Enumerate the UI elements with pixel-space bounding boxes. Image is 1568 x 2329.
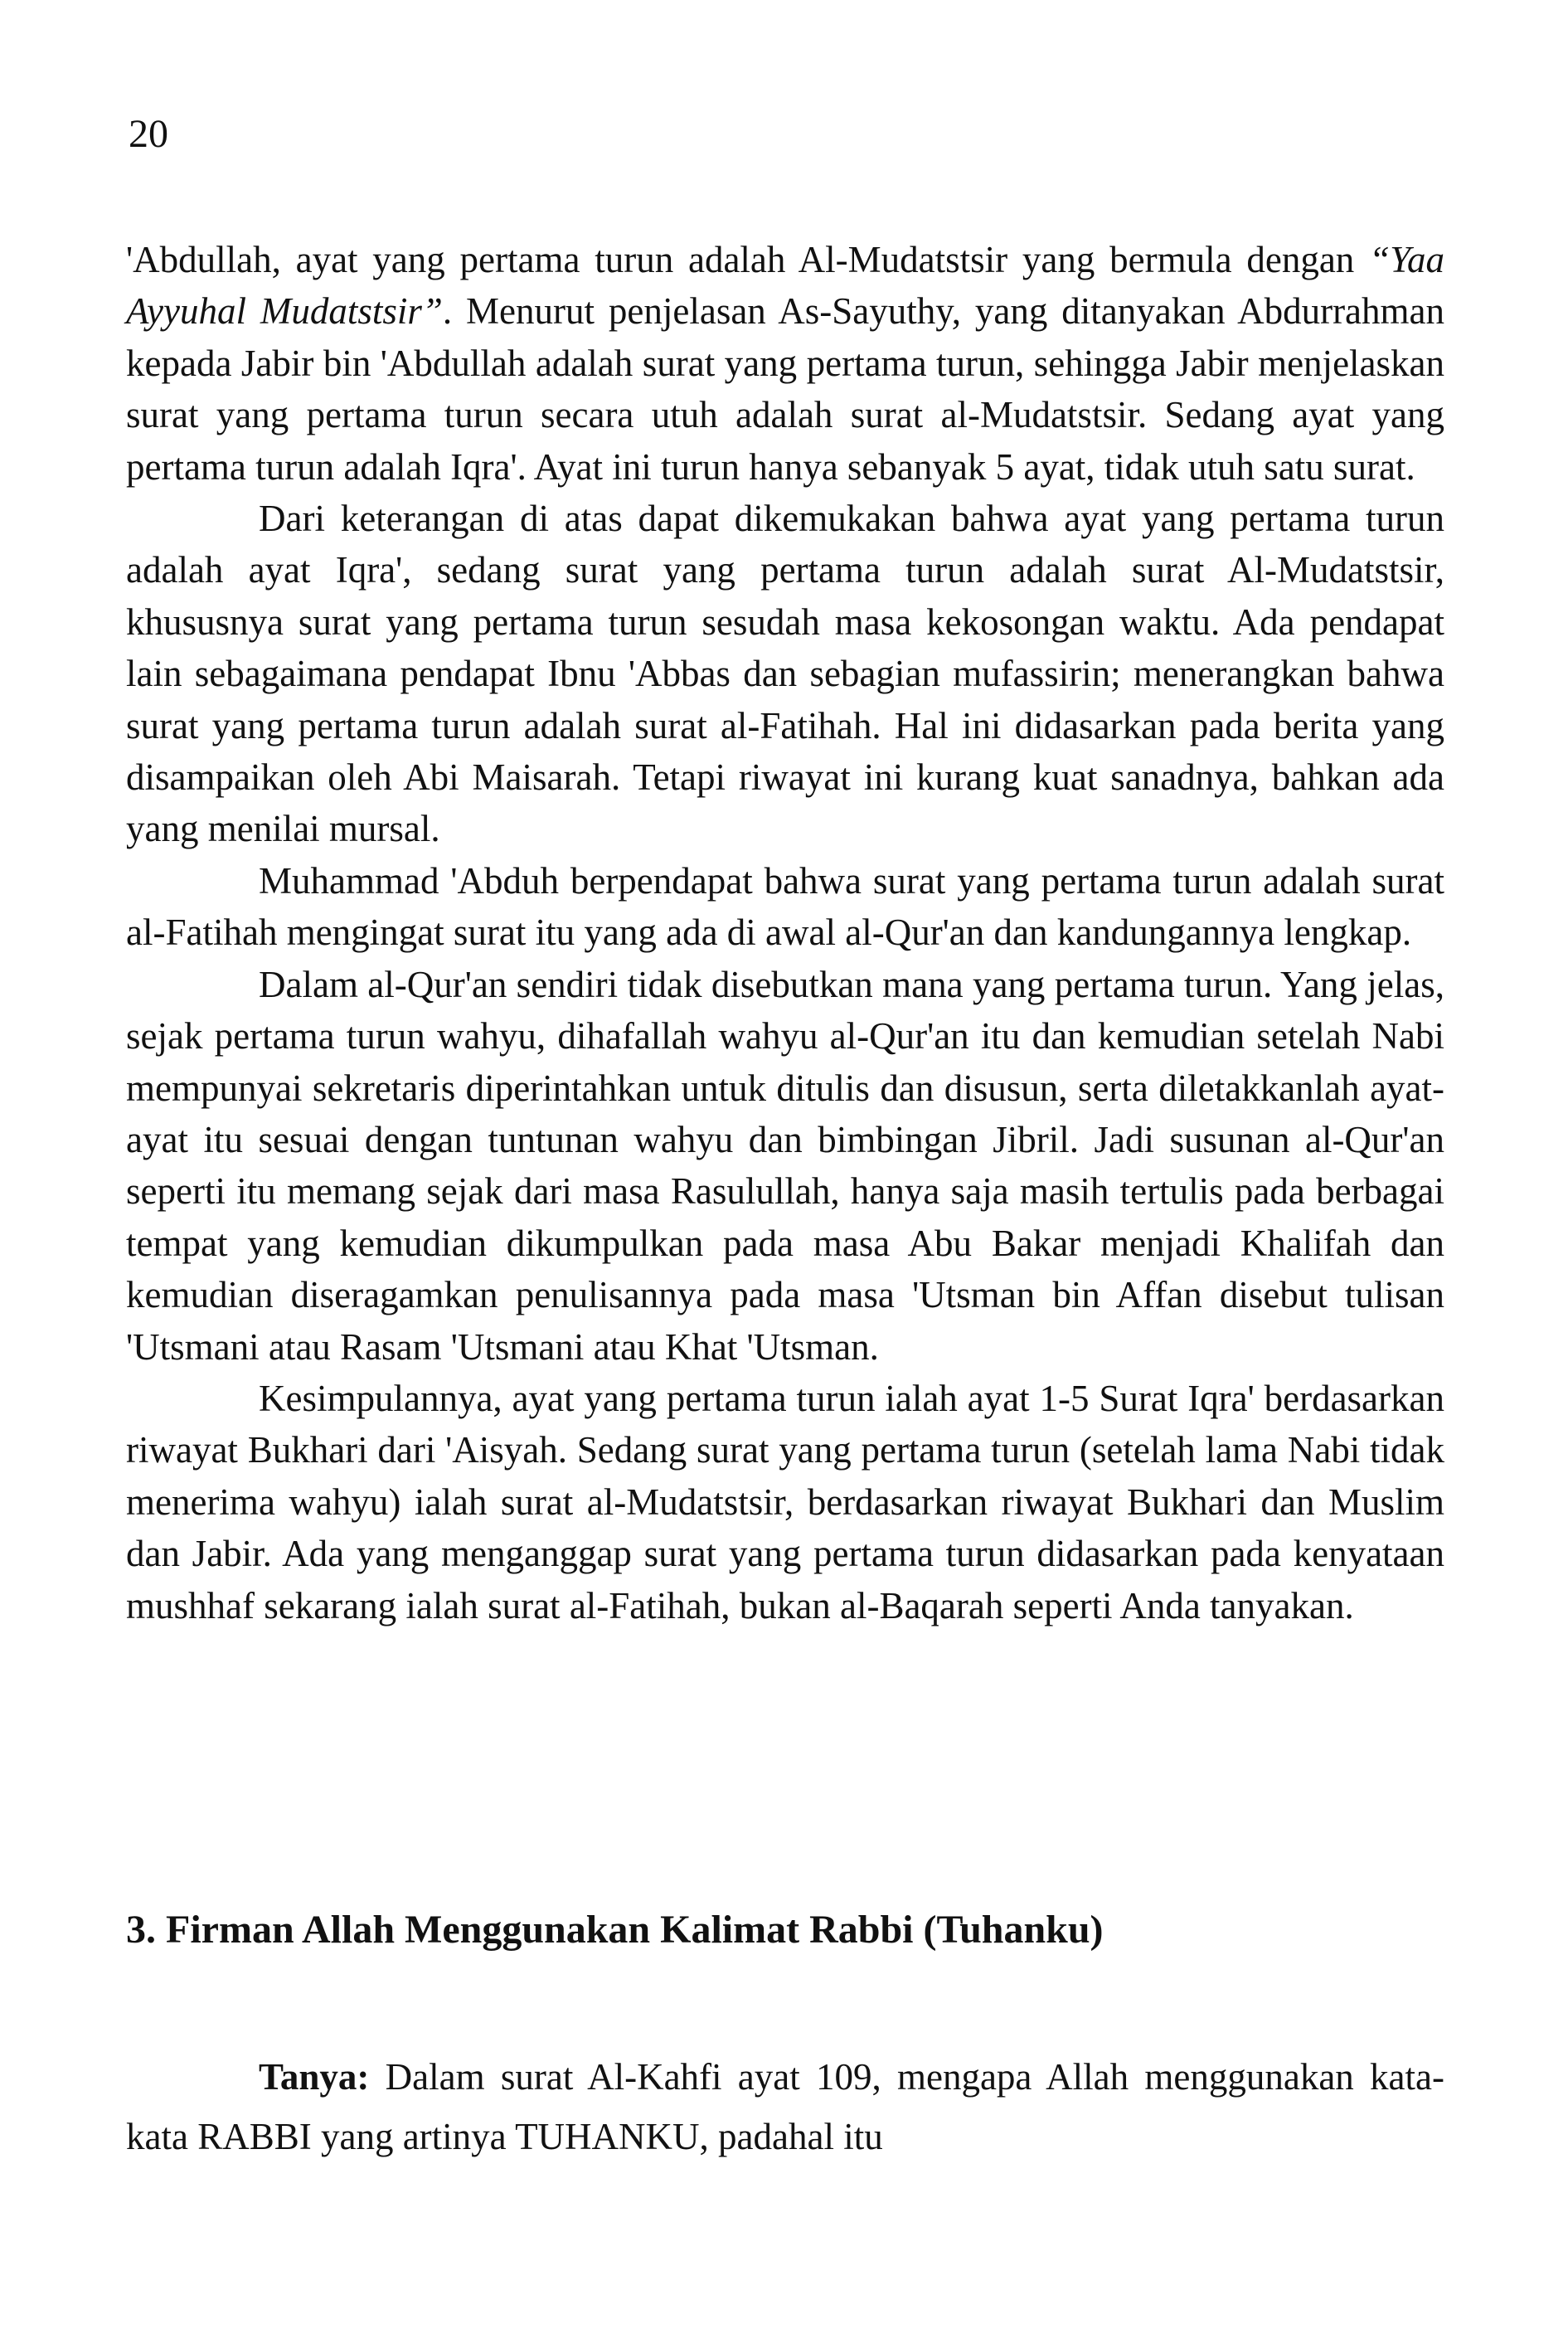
paragraph-4: Dalam al-Qur'an sendiri tidak disebutkan mana yang pertama turun. Yang jelas, sejak pertama turun wahyu, dihafallah wahyu al-Qur'an itu dan kemudian setelah Nabi mempunyai sekretaris diperintahkan untuk ditulis dan disusun, serta diletakkanlah ayat-ayat itu sesuai dengan tuntunan wahyu dan bimbingan Jibril. Jadi susunan al-Qur'an seperti itu memang sejak dari masa Rasulullah, hanya saja masih tertulis pada berbagai tempat yang kemudian dikumpulkan pada masa Abu Bakar menjadi Khalifah dan kemudian diseragamkan penulisannya pada masa 'Utsman bin Affan disebut tulisan 'Utsmani atau Rasam 'Utsmani atau Khat 'Utsman. xyxy=(126,963,1444,1368)
paragraph-2: Dari keterangan di atas dapat dikemukakan bahwa ayat yang pertama turun adalah ayat Iqra', sedang surat yang pertama turun adalah surat Al-Mudatstsir, khususnya surat yang pertama turun sesudah masa kekosongan waktu. Ada pendapat lain sebagaimana pendapat Ibnu 'Abbas dan sebagian mufassirin; menerangkan bahwa surat yang pertama turun adalah surat al-Fatihah. Hal ini didasarkan pada berita yang disampaikan oleh Abi Maisarah. Tetapi riwayat ini kurang kuat sanadnya, bahkan ada yang menilai mursal. xyxy=(126,498,1444,850)
paragraph-5: Kesimpulannya, ayat yang pertama turun ialah ayat 1-5 Surat Iqra' berdasarkan riwayat Bukhari dari 'Aisyah. Sedang surat yang pertama turun (setelah lama Nabi tidak menerima wahyu) ialah surat al-Mudatstsir, berdasarkan riwayat Bukhari dan Muslim dan Jabir. Ada yang menganggap surat yang pertama turun didasarkan pada kenyataan mushhaf sekarang ialah surat al-Fatihah, bukan al-Baqarah seperti Anda tanyakan. xyxy=(126,1377,1444,1626)
paragraph-3: Muhammad 'Abduh berpendapat bahwa surat yang pertama turun adalah surat al-Fatihah mengingat surat itu yang ada di awal al-Qur'an dan kandungannya lengkap. xyxy=(126,859,1444,954)
question-label: Tanya: xyxy=(259,2056,370,2098)
section-heading: 3. Firman Allah Menggunakan Kalimat Rabbi (Tuhanku) xyxy=(126,1908,1104,1952)
paragraph-1-text-c: . Menurut penjelasan As-Sayuthy, yang ditanyakan Abdurrahman kepada Jabir bin 'Abdullah adalah surat yang pertama turun, sehingga Jabir menjelaskan surat yang pertama turun secara utuh adalah surat al-Mudatstsir. Sedang ayat yang pertama turun adalah Iqra'. Ayat ini turun hanya sebanyak 5 ayat, tidak utuh satu surat. xyxy=(126,290,1445,488)
paragraph-1 xyxy=(126,234,1444,493)
paragraph-1-quote: “Yaa Ayyuhal Mudatstsir” xyxy=(126,239,1444,333)
paragraph-1-text-a: 'Abdullah, ayat yang pertama turun adalah Al-Mudatstsir yang bermula dengan xyxy=(126,239,1370,280)
body-text xyxy=(126,234,1444,1631)
question-paragraph xyxy=(126,2047,1444,2166)
page-number: 20 xyxy=(129,112,168,156)
question-text: Dalam surat Al-Kahfi ayat 109, mengapa Allah menggunakan kata-kata RABBI yang artinya TUHANKU, padahal itu xyxy=(126,2056,1444,2157)
